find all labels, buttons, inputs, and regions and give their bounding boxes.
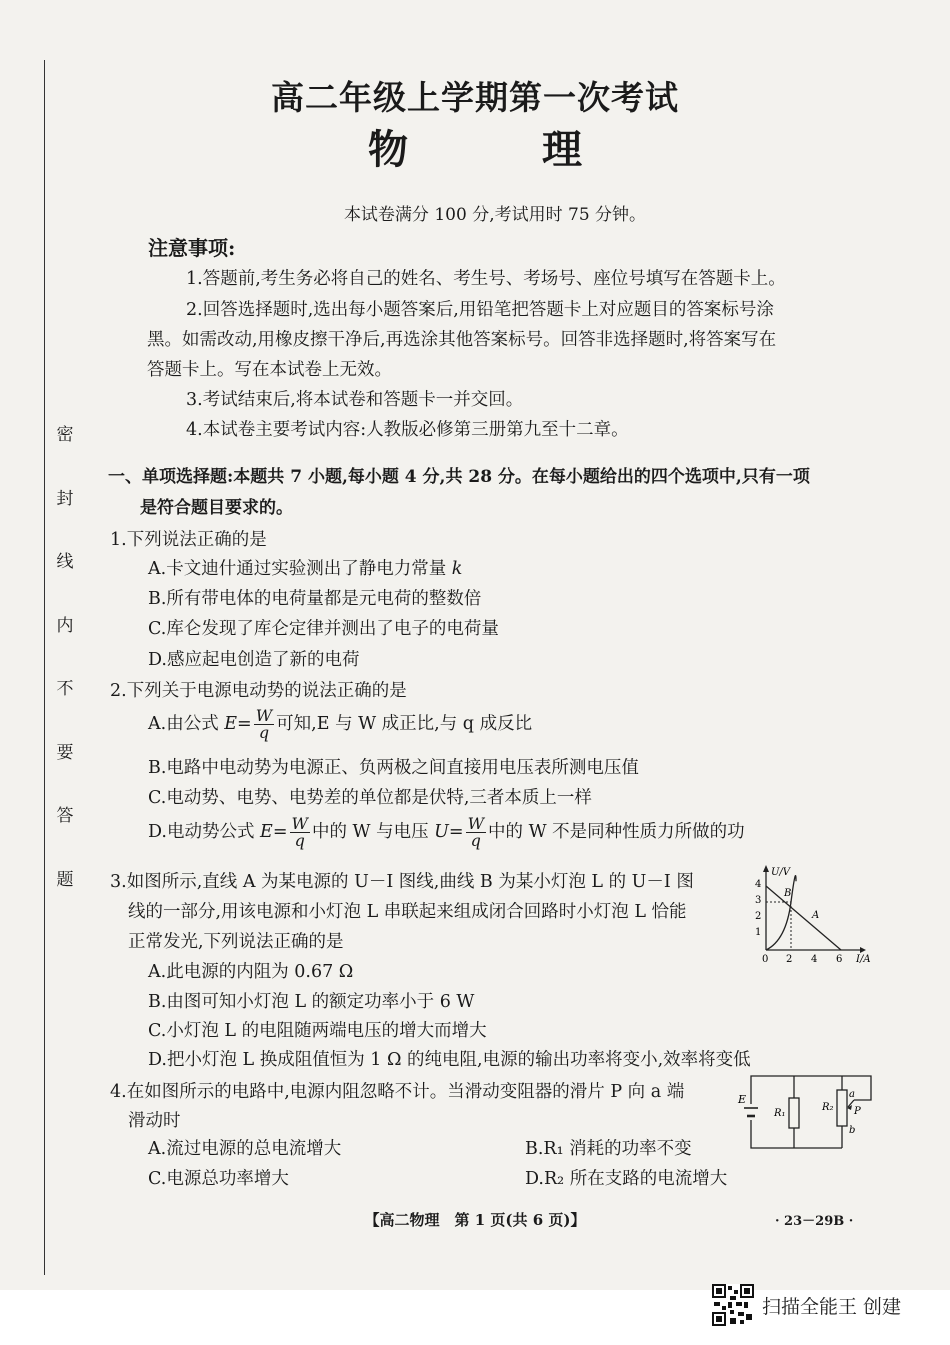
y-tick-label: 2 (755, 911, 762, 922)
q3-option-b: B.由图可知小灯泡 L 的额定功率小于 6 W (148, 992, 475, 1012)
q3-stem-line2: 线的一部分,用该电源和小灯泡 L 串联起来组成闭合回路时小灯泡 L 恰能 (128, 902, 687, 922)
section-heading-cont: 是符合题目要求的。 (140, 498, 293, 518)
binding-line (44, 60, 45, 1275)
q1-option-a (148, 555, 462, 580)
binding-char: 内 (56, 615, 74, 636)
y-tick-label: 1 (755, 927, 762, 938)
q3-stem-line3: 正常发光,下列说法正确的是 (128, 932, 344, 952)
ui-graph (752, 862, 880, 966)
q3-stem-line1: 3.如图所示,直线 A 为某电源的 U－I 图线,曲线 B 为某小灯泡 L 的 U－I 图 (110, 872, 694, 892)
q3-option-c: C.小灯泡 L 的电阻随两端电压的增大而增大 (148, 1021, 487, 1041)
exam-code: · 23－29B · (775, 1214, 854, 1229)
q4-option-b: B.R₁ 消耗的功率不变 (525, 1139, 692, 1159)
notice-heading: 注意事项: (148, 236, 236, 260)
q2-d-middle: 中的 W 与电压 (311, 822, 435, 842)
page-footer: 【高二物理 第 1 页(共 6 页)】 (364, 1211, 586, 1229)
q2-option-c: C.电动势、电势、电势差的单位都是伏特,三者本质上一样 (148, 788, 592, 808)
exam-subject: 物 理 (368, 126, 642, 173)
r2-label: R₂ (822, 1102, 834, 1113)
y-axis-label: U/V (771, 867, 791, 878)
q2-d-lhs2: U (434, 822, 449, 842)
q2-a-fraction (254, 708, 274, 741)
binding-char: 题 (56, 869, 74, 890)
binding-warning (52, 420, 78, 890)
wire-bottom (751, 1120, 842, 1148)
q4-stem-line1: 4.在如图所示的电路中,电源内阻忽略不计。当滑动变阻器的滑片 P 向 a 端 (110, 1082, 685, 1102)
binding-char: 要 (56, 742, 74, 763)
q1-option-c: C.库仑发现了库仑定律并测出了电子的电荷量 (148, 619, 499, 639)
notice-line: 3.考试结束后,将本试卷和答题卡一并交回。 (186, 390, 524, 410)
slider-p-label: P (854, 1106, 861, 1117)
binding-char: 密 (56, 425, 74, 445)
y-tick-label: 3 (755, 895, 762, 906)
fraction-numerator: W (467, 814, 485, 833)
fraction-denominator: q (470, 831, 481, 850)
exam-title: 高二年级上学期第一次考试 (271, 78, 679, 117)
q2-option-b: B.电路中电动势为电源正、负两极之间直接用电压表所测电压值 (148, 758, 639, 778)
x-axis-arrow (860, 947, 866, 953)
line-a-label: A (812, 910, 820, 921)
qr-code-icon (712, 1284, 754, 1326)
q2-option-a: A.由公式 E= $\frac{W}{q}$ 可知,E 与 W 成正比,与 q 成反比 (148, 706, 533, 742)
q1-option-a-text: A.卡文迪什通过实验测出了静电力常量 (148, 559, 452, 579)
fraction-denominator: q (258, 723, 270, 742)
resistor-r2 (837, 1090, 847, 1126)
source-label: E (738, 1093, 747, 1106)
terminal-a-label: a (849, 1089, 855, 1100)
x-tick-label: 6 (836, 954, 843, 965)
y-tick-label: 4 (755, 879, 762, 890)
q2-stem: 2.下列关于电源电动势的说法正确的是 (110, 681, 407, 701)
q3-option-a: A.此电源的内阻为 0.67 Ω (148, 962, 354, 982)
y-axis-arrow (763, 865, 769, 872)
fraction-numerator: W (291, 814, 308, 833)
q2-d-fraction-1 (290, 816, 310, 849)
x-axis-label: I/A (856, 954, 871, 965)
notice-line: 1.答题前,考生务必将自己的姓名、考生号、考场号、座位号填写在答题卡上。 (186, 269, 786, 289)
circuit-diagram (736, 1070, 882, 1154)
r1-label: R₁ (774, 1108, 786, 1119)
watermark-text: 扫描全能王 创建 (762, 1295, 902, 1318)
terminal-b-label: b (849, 1125, 856, 1136)
q4-option-c: C.电源总功率增大 (148, 1169, 289, 1189)
x-tick-label: 2 (786, 954, 793, 965)
notice-line: 2.回答选择题时,选出每小题答案后,用铅笔把答题卡上对应题目的答案标号涂 (186, 300, 774, 320)
q3-option-d: D.把小灯泡 L 换成阻值恒为 1 Ω 的纯电阻,电源的输出功率将变小,效率将变低 (148, 1050, 751, 1070)
q2-a-suffix: 可知,E 与 W 成正比,与 q 成反比 (276, 714, 533, 734)
q2-d-lhs: E (260, 822, 273, 842)
notice-line: 4.本试卷主要考试内容:人教版必修第三册第九至十二章。 (186, 420, 629, 440)
binding-char: 不 (56, 679, 74, 700)
scanner-watermark (712, 1284, 901, 1326)
q4-option-a: A.流过电源的总电流增大 (148, 1139, 342, 1159)
curve-b-label: B (784, 888, 792, 899)
binding-char: 线 (56, 552, 74, 573)
q1-option-b: B.所有带电体的电荷量都是元电荷的整数倍 (148, 589, 482, 609)
q2-a-prefix: A.由公式 (148, 714, 225, 734)
q2-d-suffix: 中的 W 不是同种性质力所做的功 (488, 822, 745, 842)
binding-char: 答 (56, 806, 74, 827)
q2-d-prefix: D.电动势公式 (148, 822, 261, 842)
q1-stem: 1.下列说法正确的是 (110, 530, 267, 550)
q2-option-d: D.电动势公式 E= $\frac{W}{q}$ 中的 W 与电压 U= $\frac{W}{q}$ 中的 W 不是同种性质力所做的功 (148, 814, 745, 850)
notice-line: 答题卡上。写在本试卷上无效。 (147, 360, 392, 380)
resistor-r1 (789, 1098, 799, 1128)
section-heading: 一、单项选择题:本题共 7 小题,每小题 4 分,共 28 分。在每小题给出的四个选项中,只有一项 (108, 467, 810, 487)
q1-option-a-var: k (451, 559, 463, 579)
fraction-denominator: q (294, 831, 305, 850)
fraction-numerator: W (255, 706, 273, 725)
x-tick-label: 4 (811, 954, 818, 965)
score-line: 本试卷满分 100 分,考试用时 75 分钟。 (343, 205, 647, 225)
notice-line: 黑。如需改动,用橡皮擦干净后,再选涂其他答案标号。回答非选择题时,将答案写在 (147, 330, 777, 350)
q4-option-d: D.R₂ 所在支路的电流增大 (525, 1169, 728, 1189)
q4-stem-line2: 滑动时 (128, 1111, 181, 1131)
q2-a-lhs: E (224, 714, 238, 734)
q2-d-fraction-2 (466, 816, 486, 849)
q1-option-d: D.感应起电创造了新的电荷 (148, 650, 360, 670)
binding-char: 封 (56, 488, 74, 509)
x-tick-label: 0 (762, 954, 769, 965)
